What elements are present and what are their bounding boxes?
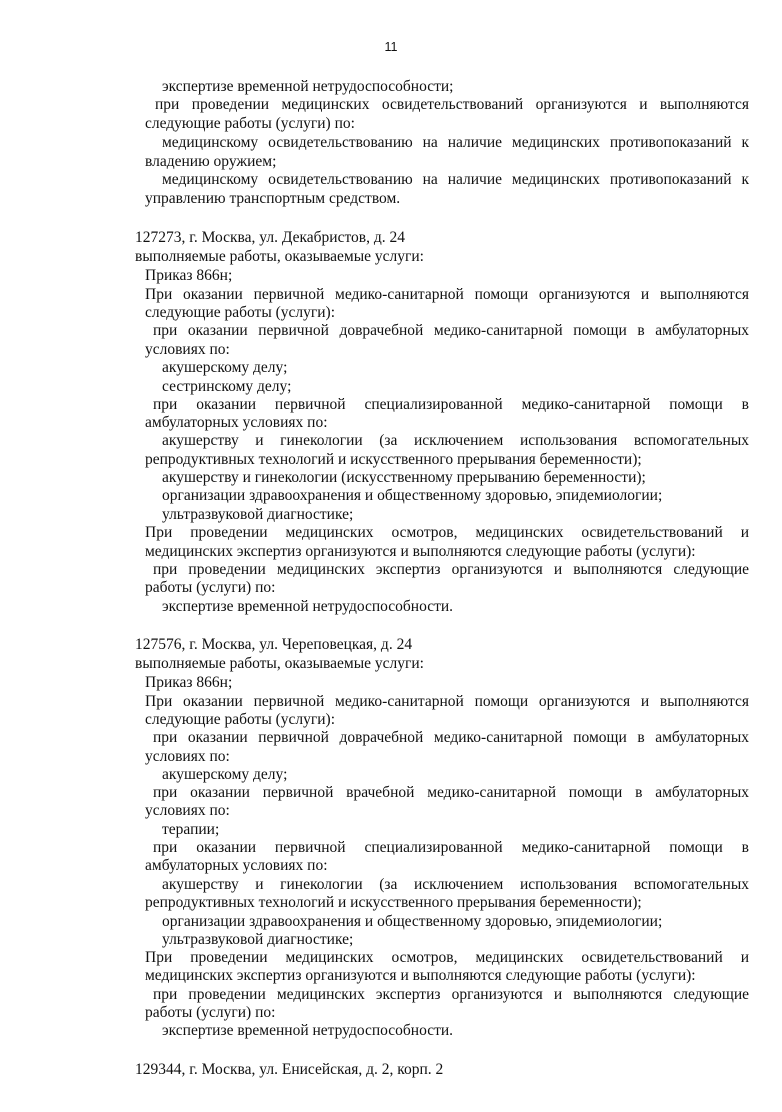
- text-line: репродуктивных технологий и искусственного прерывания беременности);: [145, 894, 642, 911]
- text-line: акушерскому делу;: [162, 359, 288, 376]
- text-line: при оказании первичной специализированной медико-санитарной помощи в: [153, 396, 749, 413]
- text-line: амбулаторных условиях по:: [145, 857, 328, 874]
- text-line: при оказании первичной специализированной медико-санитарной помощи в: [153, 839, 749, 856]
- address-heading: 127273, г. Москва, ул. Декабристов, д. 24: [135, 229, 406, 246]
- text-line: ультразвуковой диагностике;: [162, 931, 354, 948]
- text-line: При оказании первичной медико-санитарной помощи организуются и выполняются: [145, 693, 749, 710]
- text-line: организации здравоохранения и общественному здоровью, эпидемиологии;: [162, 487, 663, 504]
- text-line: При проведении медицинских осмотров, медицинских освидетельствований и: [145, 524, 749, 541]
- text-line: Приказ 866н;: [145, 267, 233, 284]
- text-line: условиях по:: [145, 802, 230, 819]
- text-line: при оказании первичной доврачебной медико-санитарной помощи в амбулаторных: [153, 729, 749, 746]
- text-line: Приказ 866н;: [145, 674, 233, 691]
- text-line: следующие работы (услуги):: [145, 711, 336, 728]
- text-line: организации здравоохранения и общественному здоровью, эпидемиологии;: [162, 913, 663, 930]
- text-line: следующие работы (услуги) по:: [145, 115, 355, 132]
- text-line: медицинскому освидетельствованию на наличие медицинских противопоказаний к: [162, 134, 749, 151]
- text-line: репродуктивных технологий и искусственного прерывания беременности);: [145, 451, 642, 468]
- text-line: при оказании первичной доврачебной медико-санитарной помощи в амбулаторных: [153, 322, 749, 339]
- text-line: амбулаторных условиях по:: [145, 414, 328, 431]
- text-line: управлению транспортным средством.: [145, 190, 401, 207]
- text-line: условиях по:: [145, 748, 230, 765]
- text-line: при проведении медицинских экспертиз организуются и выполняются следующие: [153, 986, 749, 1003]
- text-line: условиях по:: [145, 341, 230, 358]
- address-heading: 127576, г. Москва, ул. Череповецкая, д. 24: [135, 636, 413, 653]
- text-line: при проведении медицинских освидетельствований организуются и выполняются: [155, 96, 749, 113]
- text-line: сестринскому делу;: [162, 378, 292, 395]
- text-line: работы (услуги) по:: [145, 579, 276, 596]
- text-line: владению оружием;: [145, 153, 277, 170]
- text-line: экспертизе временной нетрудоспособности.: [162, 598, 454, 615]
- text-line: экспертизе временной нетрудоспособности;: [162, 78, 454, 95]
- text-line: медицинскому освидетельствованию на наличие медицинских противопоказаний к: [162, 171, 749, 188]
- text-line: При проведении медицинских осмотров, медицинских освидетельствований и: [145, 949, 749, 966]
- text-line: выполняемые работы, оказываемые услуги:: [135, 655, 424, 672]
- text-line: при оказании первичной врачебной медико-санитарной помощи в амбулаторных: [153, 784, 749, 801]
- text-line: выполняемые работы, оказываемые услуги:: [135, 248, 424, 265]
- text-line: акушерству и гинекологии (за исключением использования вспомогательных: [162, 876, 749, 893]
- text-line: терапии;: [162, 821, 220, 838]
- text-line: ультразвуковой диагностике;: [162, 506, 354, 523]
- page-number: 11: [384, 40, 398, 54]
- text-line: работы (услуги) по:: [145, 1004, 276, 1021]
- text-line: следующие работы (услуги):: [145, 304, 336, 321]
- text-line: акушерству и гинекологии (искусственному прерыванию беременности);: [162, 469, 646, 486]
- text-line: При оказании первичной медико-санитарной помощи организуются и выполняются: [145, 286, 749, 303]
- text-line: медицинских экспертиз организуются и выполняются следующие работы (услуги):: [145, 967, 696, 984]
- text-line: при проведении медицинских экспертиз организуются и выполняются следующие: [153, 561, 749, 578]
- address-heading: 129344, г. Москва, ул. Енисейская, д. 2, корп. 2: [135, 1061, 444, 1078]
- text-line: акушерскому делу;: [162, 766, 288, 783]
- text-line: акушерству и гинекологии (за исключением использования вспомогательных: [162, 432, 749, 449]
- text-line: экспертизе временной нетрудоспособности.: [162, 1022, 454, 1039]
- text-line: медицинских экспертиз организуются и выполняются следующие работы (услуги):: [145, 543, 696, 560]
